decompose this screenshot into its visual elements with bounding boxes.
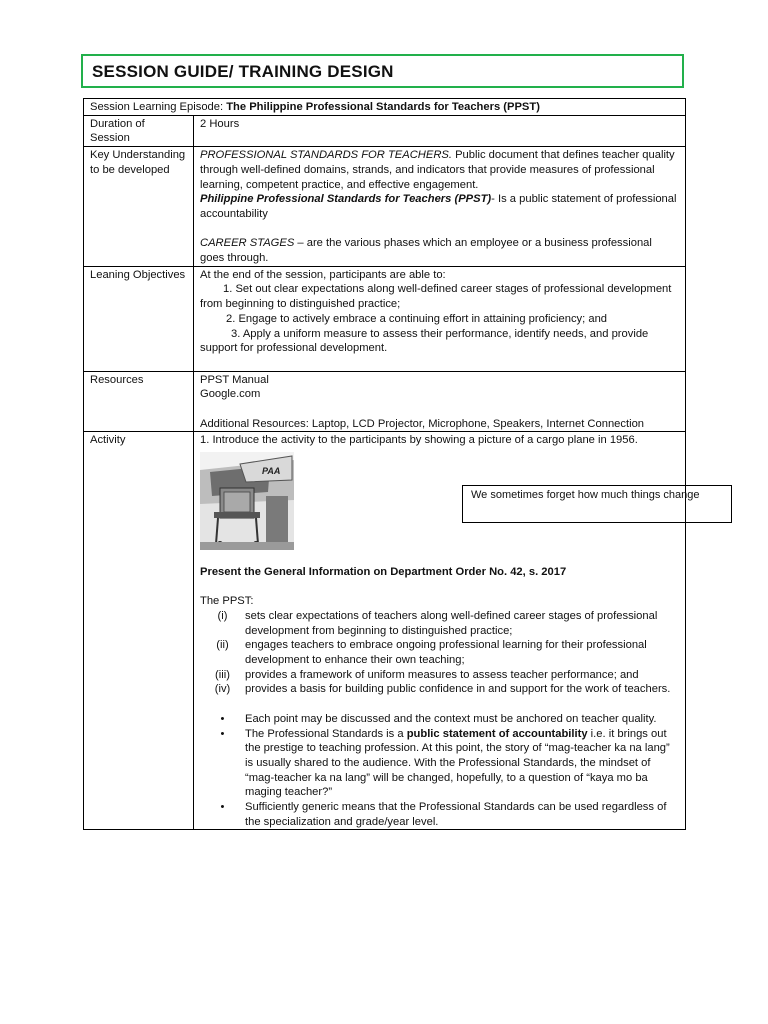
title-box [81,54,684,88]
roman-numeral: (i) [217,609,228,622]
cargo-plane-photo [200,452,294,550]
bullet-text [245,727,679,801]
bullet-text-bold: public statement of accountability [406,727,588,740]
episode-label: Session Learning Episode: [90,101,227,113]
key-text-3: – are the various phases which an employee or a business professional goes through. [200,237,652,265]
resources-label: Resources [84,371,194,432]
duration-value: 2 Hours [194,115,686,146]
roman-numeral: (ii) [216,639,229,652]
key-paragraph-2 [200,192,679,221]
bullet-item-3 [200,800,679,829]
page-title: SESSION GUIDE/ TRAINING DESIGN [92,62,394,81]
ppst-item-2 [200,638,679,667]
key-term-3: CAREER STAGES [200,237,295,250]
key-text-1: Public document that defines teacher quality through well-defined domains, strands, and indicators that provide measures of professional learning, competent practice, and effective engagement. [200,149,675,191]
plane-logo-text: PAA [262,466,281,477]
objective-item-1: 1. Set out clear expectations along well-defined career stages of professional development from beginning to distinguished practice; [200,283,672,311]
objectives-content [194,266,686,371]
key-understanding-label: Key Understanding to be developed [84,147,194,267]
ppst-item-1 [200,609,679,638]
duration-row [84,115,686,146]
session-guide-table [83,98,700,830]
ppst-item-text: provides a basis for building public confidence in and support for the work of teachers. [245,683,671,696]
roman-numeral: (iii) [215,668,230,681]
resource-line-2: Google.com [200,388,261,401]
bullet-icon: • [220,727,225,740]
ppst-item-text: engages teachers to embrace ongoing professional learning for their professional development to enhance their own teaching; [245,639,647,667]
key-term-2: Philippine Professional Standards for Teachers (PPST) [200,193,492,206]
activity-label: Activity [84,432,194,830]
ppst-item-3 [200,668,679,683]
ppst-item-text: sets clear expectations of teachers along well-defined career stages of professional development from beginning to distinguished practice; [245,609,658,637]
resource-line-1: PPST Manual [200,373,269,386]
bullet-icon: • [220,801,225,814]
key-paragraph-3 [200,236,679,265]
objectives-row [84,266,686,371]
resources-content [194,371,686,432]
bullet-item-1 [200,712,679,727]
objective-item-3: 3. Apply a uniform measure to assess their performance, identify needs, and provide support for professional development. [200,327,649,355]
present-heading: Present the General Information on Department Order No. 42, s. 2017 [200,565,567,578]
duration-label: Duration of Session [84,115,194,146]
bullet-text-post: i.e. it brings out the prestige to teaching profession. At this point, the story of “mag-teacher ka na lang” is usually shared to the audience. With the Professional Standards, the mindset of “mag-teacher ka na lang” will be changed, hopefully, to a question of “kaya mo ba maging teacher?” [245,727,670,799]
key-understanding-content [194,147,686,267]
bullet-item-2 [200,727,679,801]
episode-value: The Philippine Professional Standards for Teachers (PPST) [226,101,540,113]
ppst-label: The PPST: [200,595,254,608]
ppst-item-text: provides a framework of uniform measures to assess teacher performance; and [245,668,639,681]
additional-resources: Additional Resources: Laptop, LCD Projector, Microphone, Speakers, Internet Connection [200,417,645,430]
roman-numeral: (iv) [214,683,231,696]
ppst-item-4 [200,682,679,697]
objectives-label: Leaning Objectives [84,266,194,371]
objectives-intro: At the end of the session, participants are able to: [200,268,446,281]
quote-box: We sometimes forget how much things change [462,485,732,523]
objective-item-2: 2. Engage to actively embrace a continuing effort in attaining proficiency; and [226,312,608,325]
bullet-text: Each point may be discussed and the context must be anchored on teacher quality. [245,712,657,725]
episode-cell [84,99,686,116]
resources-row [84,371,686,432]
activity-row [84,432,686,830]
cargo-plane-image [200,452,294,550]
activity-intro: 1. Introduce the activity to the participants by showing a picture of a cargo plane in 1956. [200,434,638,447]
episode-row [84,99,686,116]
bullet-text-pre: The Professional Standards is a [245,727,407,740]
activity-content [194,432,700,830]
bullet-text: Sufficiently generic means that the Professional Standards can be used regardless of the specialization and grade/year level. [245,801,667,828]
key-text-2: - Is a public statement of professional accountability [200,193,677,220]
key-term-1: PROFESSIONAL STANDARDS FOR TEACHERS. [200,149,452,162]
bullet-icon: • [220,712,225,725]
key-understanding-row [84,147,686,267]
key-paragraph-1 [200,148,679,192]
